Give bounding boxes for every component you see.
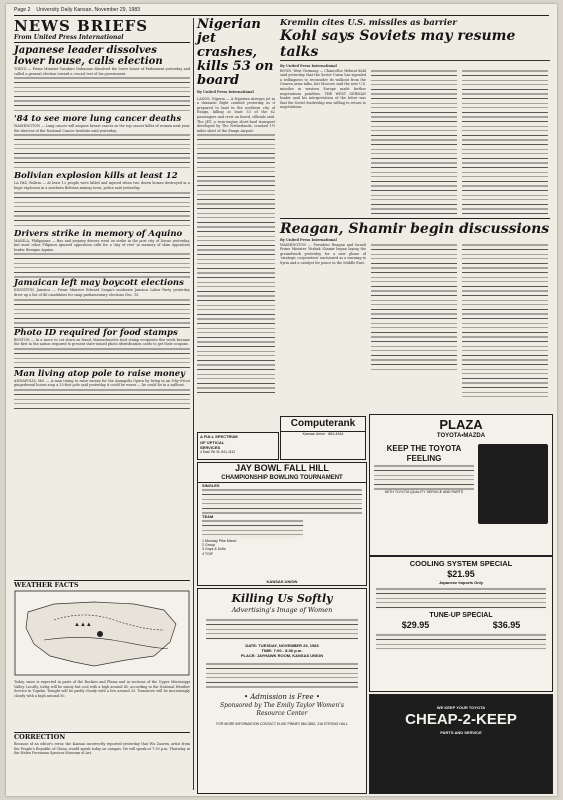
kohl-byline: By United Press International <box>280 64 337 68</box>
killing-subtitle: Advertising's Image of Women <box>231 606 333 614</box>
optical-ad <box>197 432 279 460</box>
jaybowl-sponsor: KANSAS UNION <box>266 579 298 584</box>
text-lines <box>376 633 546 651</box>
text-lines <box>202 519 303 539</box>
plaza-body <box>370 440 552 528</box>
newspaper-page <box>6 4 557 796</box>
correction-body: Because of an editor's error, the Kansan incorrectly reported yesterday that Wu Zaoren, artist from the People's Republic of China, would speak today on campus. He will speak at 7:30 p.m. Thursday in the Helen Foresman Spencer Museum of Art. <box>14 742 192 756</box>
brief-body: LA PAZ, Bolivia — At least 12 people were killed and injured when two dozen homes destroyed in a huge explosion in a southern Bolivian mining town, police said yesterday. <box>14 181 192 190</box>
reagan-body: WASHINGTON — President Reagan and Israeli Prime Minister Yitzhak Shamir began laying the groundwork yesterday for a new phase of 'strategic cooperation' envisioned as a warning to Syria and a catalyst for peace in the Middle East. <box>280 242 368 265</box>
plaza-subtitle: TOYOTA•MAZDA <box>436 433 486 439</box>
killing-contact: FOR MORE INFORMATION CONTACT ELISE PINNEY 864-3552, 218 STRONG HALL <box>216 722 348 726</box>
cheap-2-keep-ad <box>369 694 553 794</box>
text-lines <box>197 133 275 393</box>
kohl-body: BONN, West Germany — Chancellor Helmut Kohl said yesterday that the Soviet Union has signaled a willingness to reconsider its walkout from the Geneva arms talks, but Moscow said the new U.S. missiles in western Europe made further negotiations pointless. THE WEST GERMAN leader said his interpretation of the letter was that the Soviet leadership was willing to return to negotiations. <box>280 68 368 110</box>
correction-title: CORRECTION <box>14 733 66 741</box>
kohl-kicker: Kremlin cites U.S. missiles as barrier <box>280 18 457 28</box>
brief-body: MANILA, Philippines — Bus and jeepney drivers went on strike in the port city of Davao yesterday, but most other Filipinos ignored opposition calls for a 'day of rest' in memory of slain opposition leader Benigno Aquino. <box>14 238 192 252</box>
brief-body: TOKYO — Prime Minister Yasuhiro Nakasone dissolved the lower house of Parliament yesterday and called a general election toward a crucial test of his government. <box>14 67 192 76</box>
cooling-special-ad <box>369 556 553 692</box>
text-lines <box>371 69 457 219</box>
text-lines <box>14 388 190 412</box>
prize-item: 4 TGIF <box>202 551 214 556</box>
toyota-photo <box>478 444 548 524</box>
jaybowl-ad <box>197 462 367 586</box>
brief-headline: Bolivian explosion kills at least 12 <box>14 171 178 182</box>
killing-sponsor: Sponsored by The Emily Taylor Women's Resource Center <box>220 702 344 717</box>
brief-body: KINGSTON, Jamaica — Prime Minister Edward Seaga's moderate Jamaica Labor Party yesterday drew up a list of 46 candidates for snap parliamentary elections Dec. 15. <box>14 288 192 297</box>
weather-body: Today, snow is expected in parts of the Rockies and Plains and in sections of the Upper Mississippi Valley. Locally, today will be sunny but cool with a high around 45, according to the National Weather Service in Topeka. Tonight will be partly cloudy with a low around 25. Tomorrow will be increasingly cloudy with a high around 50. <box>14 680 192 698</box>
cheap-line: WE KEEP YOUR TOYOTA <box>436 705 486 710</box>
brief-body: WASHINGTON — Lung cancer will surpass breast cancer as the top cancer killer of women next year, the director of the National Cancer Institute said yesterday. <box>14 124 192 133</box>
brief-headline: Man living atop pole to raise money <box>14 368 186 379</box>
weather-title: WEATHER FACTS <box>14 581 79 589</box>
computerank-ad <box>280 416 366 460</box>
brief-headline: Photo ID required for food stamps <box>14 327 178 338</box>
text-lines <box>371 243 457 373</box>
cheap-sub: PARTS AND SERVICE <box>440 730 482 735</box>
prize-item: 3 Guys & Dolls <box>202 547 226 552</box>
jaybowl-prize-list <box>198 539 366 556</box>
optical-line2: OF OPTICAL <box>200 440 225 445</box>
news-briefs-column <box>14 18 190 578</box>
prize-item: 1 Monday Pike Mixed <box>202 539 237 543</box>
paper-dateline: University Daily Kansan, November 29, 1983 <box>36 7 141 13</box>
prize-item: 2 Group <box>202 543 215 548</box>
killing-admission: • Admission is Free • <box>243 693 321 701</box>
killing-time: TIME: 7:00 - 8:30 p.m. <box>261 648 303 653</box>
plaza-service: WITH TOYOTA QUALITY SERVICE AND PARTS <box>384 490 464 494</box>
text-lines <box>462 69 548 219</box>
killing-date: DATE: TUESDAY, NOVEMBER 29, 1983 <box>245 643 319 648</box>
weather-section <box>14 580 190 731</box>
text-lines <box>14 298 190 328</box>
page-header <box>14 7 140 13</box>
text-lines <box>462 243 548 398</box>
tuneup-prices <box>370 620 552 631</box>
optical-line3: SERVICES <box>200 445 221 450</box>
cooling-price: $21.95 <box>447 569 475 579</box>
brief-headline: Jamaican left may boycott elections <box>14 278 184 289</box>
masthead-subtitle: From United Press International <box>14 34 190 43</box>
killing-title: Killing Us Softly <box>231 592 333 605</box>
kohl-story <box>280 18 550 216</box>
plaza-text-block <box>374 444 474 524</box>
cooling-sub: Japanese Imports Only <box>438 580 483 585</box>
plaza-keep: KEEP THE TOYOTA FEELING <box>386 444 462 463</box>
brief-body: BOSTON — In a move to cut down on fraud, Massachusetts food stamp recipients this week became the first in the nation required to present state-issued photo identification cards to get their coupons. <box>14 337 192 347</box>
computerank-title: Computerank <box>281 417 365 432</box>
cheap-title: CHEAP-2-KEEP <box>405 711 517 728</box>
cooling-title: COOLING SYSTEM SPECIAL <box>409 559 513 568</box>
brief-headline: Japanese leader dissolves lower house, calls election <box>14 45 163 67</box>
nigeria-byline: By United Press International <box>197 90 254 94</box>
killing-place: PLACE: JAYHAWK ROOM, KANSAS UNION <box>240 653 324 658</box>
reagan-story <box>280 218 550 409</box>
text-lines <box>14 347 190 369</box>
text-lines <box>376 587 546 609</box>
column-divider <box>193 18 194 790</box>
computerank-sub: Kansas Union · 864-4944 <box>302 432 344 436</box>
jaybowl-title: JAY BOWL FALL HILL <box>235 463 329 473</box>
svg-text:▲▲▲: ▲▲▲ <box>74 622 92 628</box>
kohl-headline: Kohl says Soviets may resume talks <box>280 28 550 61</box>
text-lines <box>206 618 358 640</box>
tuneup-price-2: $36.95 <box>492 620 521 630</box>
reagan-headline: Reagan, Shamir begin discussions <box>280 221 550 237</box>
reagan-byline: By United Press International <box>280 238 337 242</box>
page-number: Page 2 <box>14 7 31 13</box>
killing-us-softly-ad <box>197 588 367 794</box>
text-lines <box>206 662 358 688</box>
correction-section <box>14 732 190 791</box>
jaybowl-team-label: TEAM <box>202 514 214 519</box>
optical-contact: 4 East 7th St. 841-1112 <box>200 450 236 454</box>
text-lines <box>202 488 362 514</box>
text-lines <box>14 76 190 114</box>
weather-map <box>14 590 190 676</box>
plaza-ad <box>369 414 553 556</box>
brief-body: ANNAPOLIS, Md. — A man trying to raise money for the Annapolis Opera by living in an 8-by-8-foot gingerbread house atop a 35-foot pole said yesterday it could be worse — he could be in a sailboat. <box>14 378 192 388</box>
text-lines <box>14 252 190 278</box>
text-lines <box>374 464 474 490</box>
nigeria-body: LAGOS, Nigeria — A Nigerian Airways jet in a dramatic flight crashed yesterday as it prepared to land in the northern city of Enugu, killing at least 53 of the 62 passengers and crew on board, officials said. The JET, a twin-engine short-haul transport developed by The Netherlands, crashed 1½ miles short of the Enugu Airport. <box>197 96 277 133</box>
tuneup-price-1: $29.95 <box>401 620 430 630</box>
jaybowl-subtitle: CHAMPIONSHIP BOWLING TOURNAMENT <box>198 474 366 483</box>
plaza-title: PLAZA <box>439 417 483 432</box>
tuneup-title: TUNE-UP SPECIAL <box>429 612 493 619</box>
brief-headline: '84 to see more lung cancer deaths <box>14 114 182 125</box>
nigeria-headline: Nigerian jet crashes, kills 53 on board <box>197 17 274 88</box>
header-rule <box>14 15 549 16</box>
text-lines <box>14 133 190 171</box>
masthead-title: NEWS BRIEFS <box>14 17 149 35</box>
text-lines <box>14 191 190 229</box>
nigeria-story <box>197 18 275 428</box>
brief-headline: Drivers strike in memory of Aquino <box>14 228 183 239</box>
jaybowl-singles-label: SINGLES <box>202 483 220 488</box>
optical-line1: A FULL SPECTRUM <box>200 434 238 439</box>
